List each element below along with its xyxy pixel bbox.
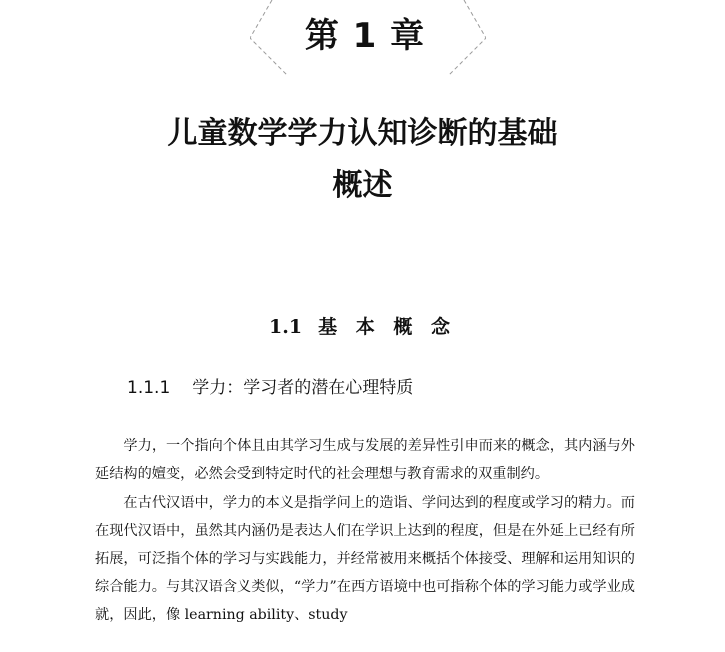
chapter-label: 第 1 章 — [304, 16, 426, 56]
body-text — [95, 432, 635, 630]
section-title: 基 本 概 念 — [318, 316, 456, 338]
section-heading — [0, 313, 725, 341]
chapter-title — [0, 108, 725, 212]
chapter-banner — [0, 0, 725, 272]
paragraph: 在古代汉语中，学力的本义是指学问上的造诣、学问达到的程度或学习的精力。而在现代汉语中，虽然其内涵仍是表达人们在学识上达到的程度，但是在外延上已经有所拓展，可泛指个体的学习与实践能力，并经常被用来概括个体接受、理解和运用知识的综合能力。与其汉语含义类似，“学力”在西方语境中也可指称个体的学习能力或学业成就，因此，像 learning ability、study — [95, 495, 635, 623]
chapter-title-line-1: 儿童数学学力认知诊断的基础 — [167, 116, 558, 151]
subsection-number: 1.1.1 — [127, 378, 171, 398]
section-number: 1.1 — [269, 316, 303, 338]
subsection-heading — [127, 375, 413, 401]
paragraph: 学力，一个指向个体且由其学习生成与发展的差异性引申而来的概念，其内涵与外延结构的嬗变，必然会受到特定时代的社会理想与教育需求的双重制约。 — [95, 438, 635, 482]
subsection-title: 学力：学习者的潜在心理特质 — [192, 378, 414, 398]
chapter-title-line-2: 概述 — [332, 168, 393, 203]
